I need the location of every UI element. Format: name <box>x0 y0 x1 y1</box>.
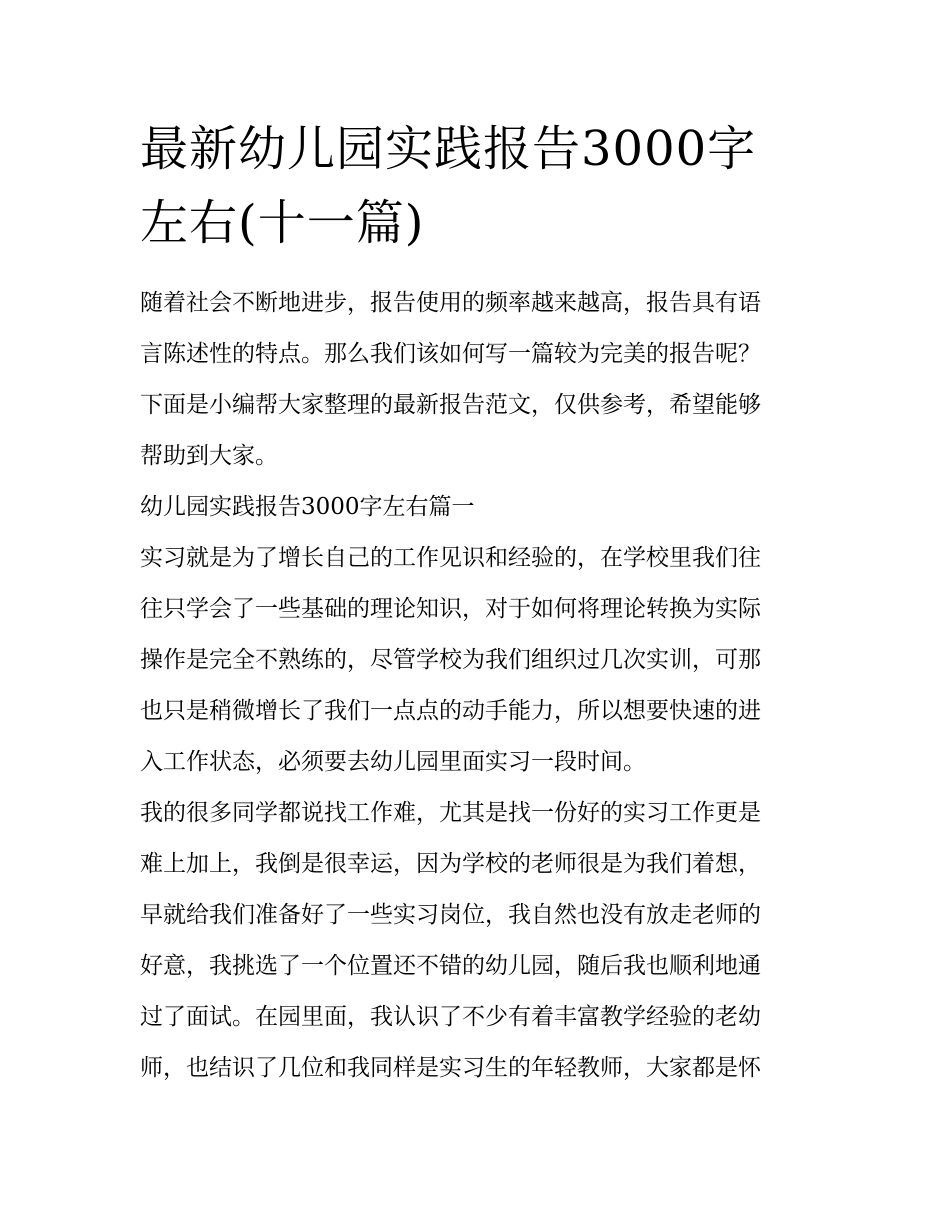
paragraph-1-line-1: 实习就是为了增长自己的工作见识和经验的，在学校里我们往 <box>140 545 761 571</box>
document-title-line-1: 最新幼儿园实践报告3000字 <box>140 121 757 177</box>
section-heading: 幼儿园实践报告3000字左右篇一 <box>140 494 475 520</box>
document-title-line-2: 左右(十一篇) <box>140 195 425 251</box>
intro-line-2: 言陈述性的特点。那么我们该如何写一篇较为完美的报告呢？ <box>140 341 761 367</box>
paragraph-1-line-5: 入工作状态，必须要去幼儿园里面实习一段时间。 <box>140 749 646 775</box>
intro-line-3: 下面是小编帮大家整理的最新报告范文，仅供参考，希望能够 <box>140 392 761 418</box>
document-body <box>140 278 820 1094</box>
paragraph-1-line-4: 也只是稍微增长了我们一点点的动手能力，所以想要快速的进 <box>140 698 761 724</box>
intro-line-4: 帮助到大家。 <box>140 443 278 469</box>
document-title <box>140 112 820 260</box>
paragraph-2-line-3: 早就给我们准备好了一些实习岗位，我自然也没有放走老师的 <box>140 902 761 928</box>
paragraph-2-line-1: 我的很多同学都说找工作难，尤其是找一份好的实习工作更是 <box>140 800 761 826</box>
paragraph-2-line-4: 好意，我挑选了一个位置还不错的幼儿园，随后我也顺利地通 <box>140 953 761 979</box>
paragraph-2-line-6: 师，也结识了几位和我同样是实习生的年轻教师，大家都是怀 <box>140 1055 761 1081</box>
paragraph-1-line-3: 操作是完全不熟练的，尽管学校为我们组织过几次实训，可那 <box>140 647 761 673</box>
paragraph-1-line-2: 往只学会了一些基础的理论知识，对于如何将理论转换为实际 <box>140 596 761 622</box>
intro-line-1: 随着社会不断地进步，报告使用的频率越来越高，报告具有语 <box>140 290 761 316</box>
paragraph-2-line-5: 过了面试。在园里面，我认识了不少有着丰富教学经验的老幼 <box>140 1004 761 1030</box>
paragraph-2-line-2: 难上加上，我倒是很幸运，因为学校的老师很是为我们着想， <box>140 851 761 877</box>
